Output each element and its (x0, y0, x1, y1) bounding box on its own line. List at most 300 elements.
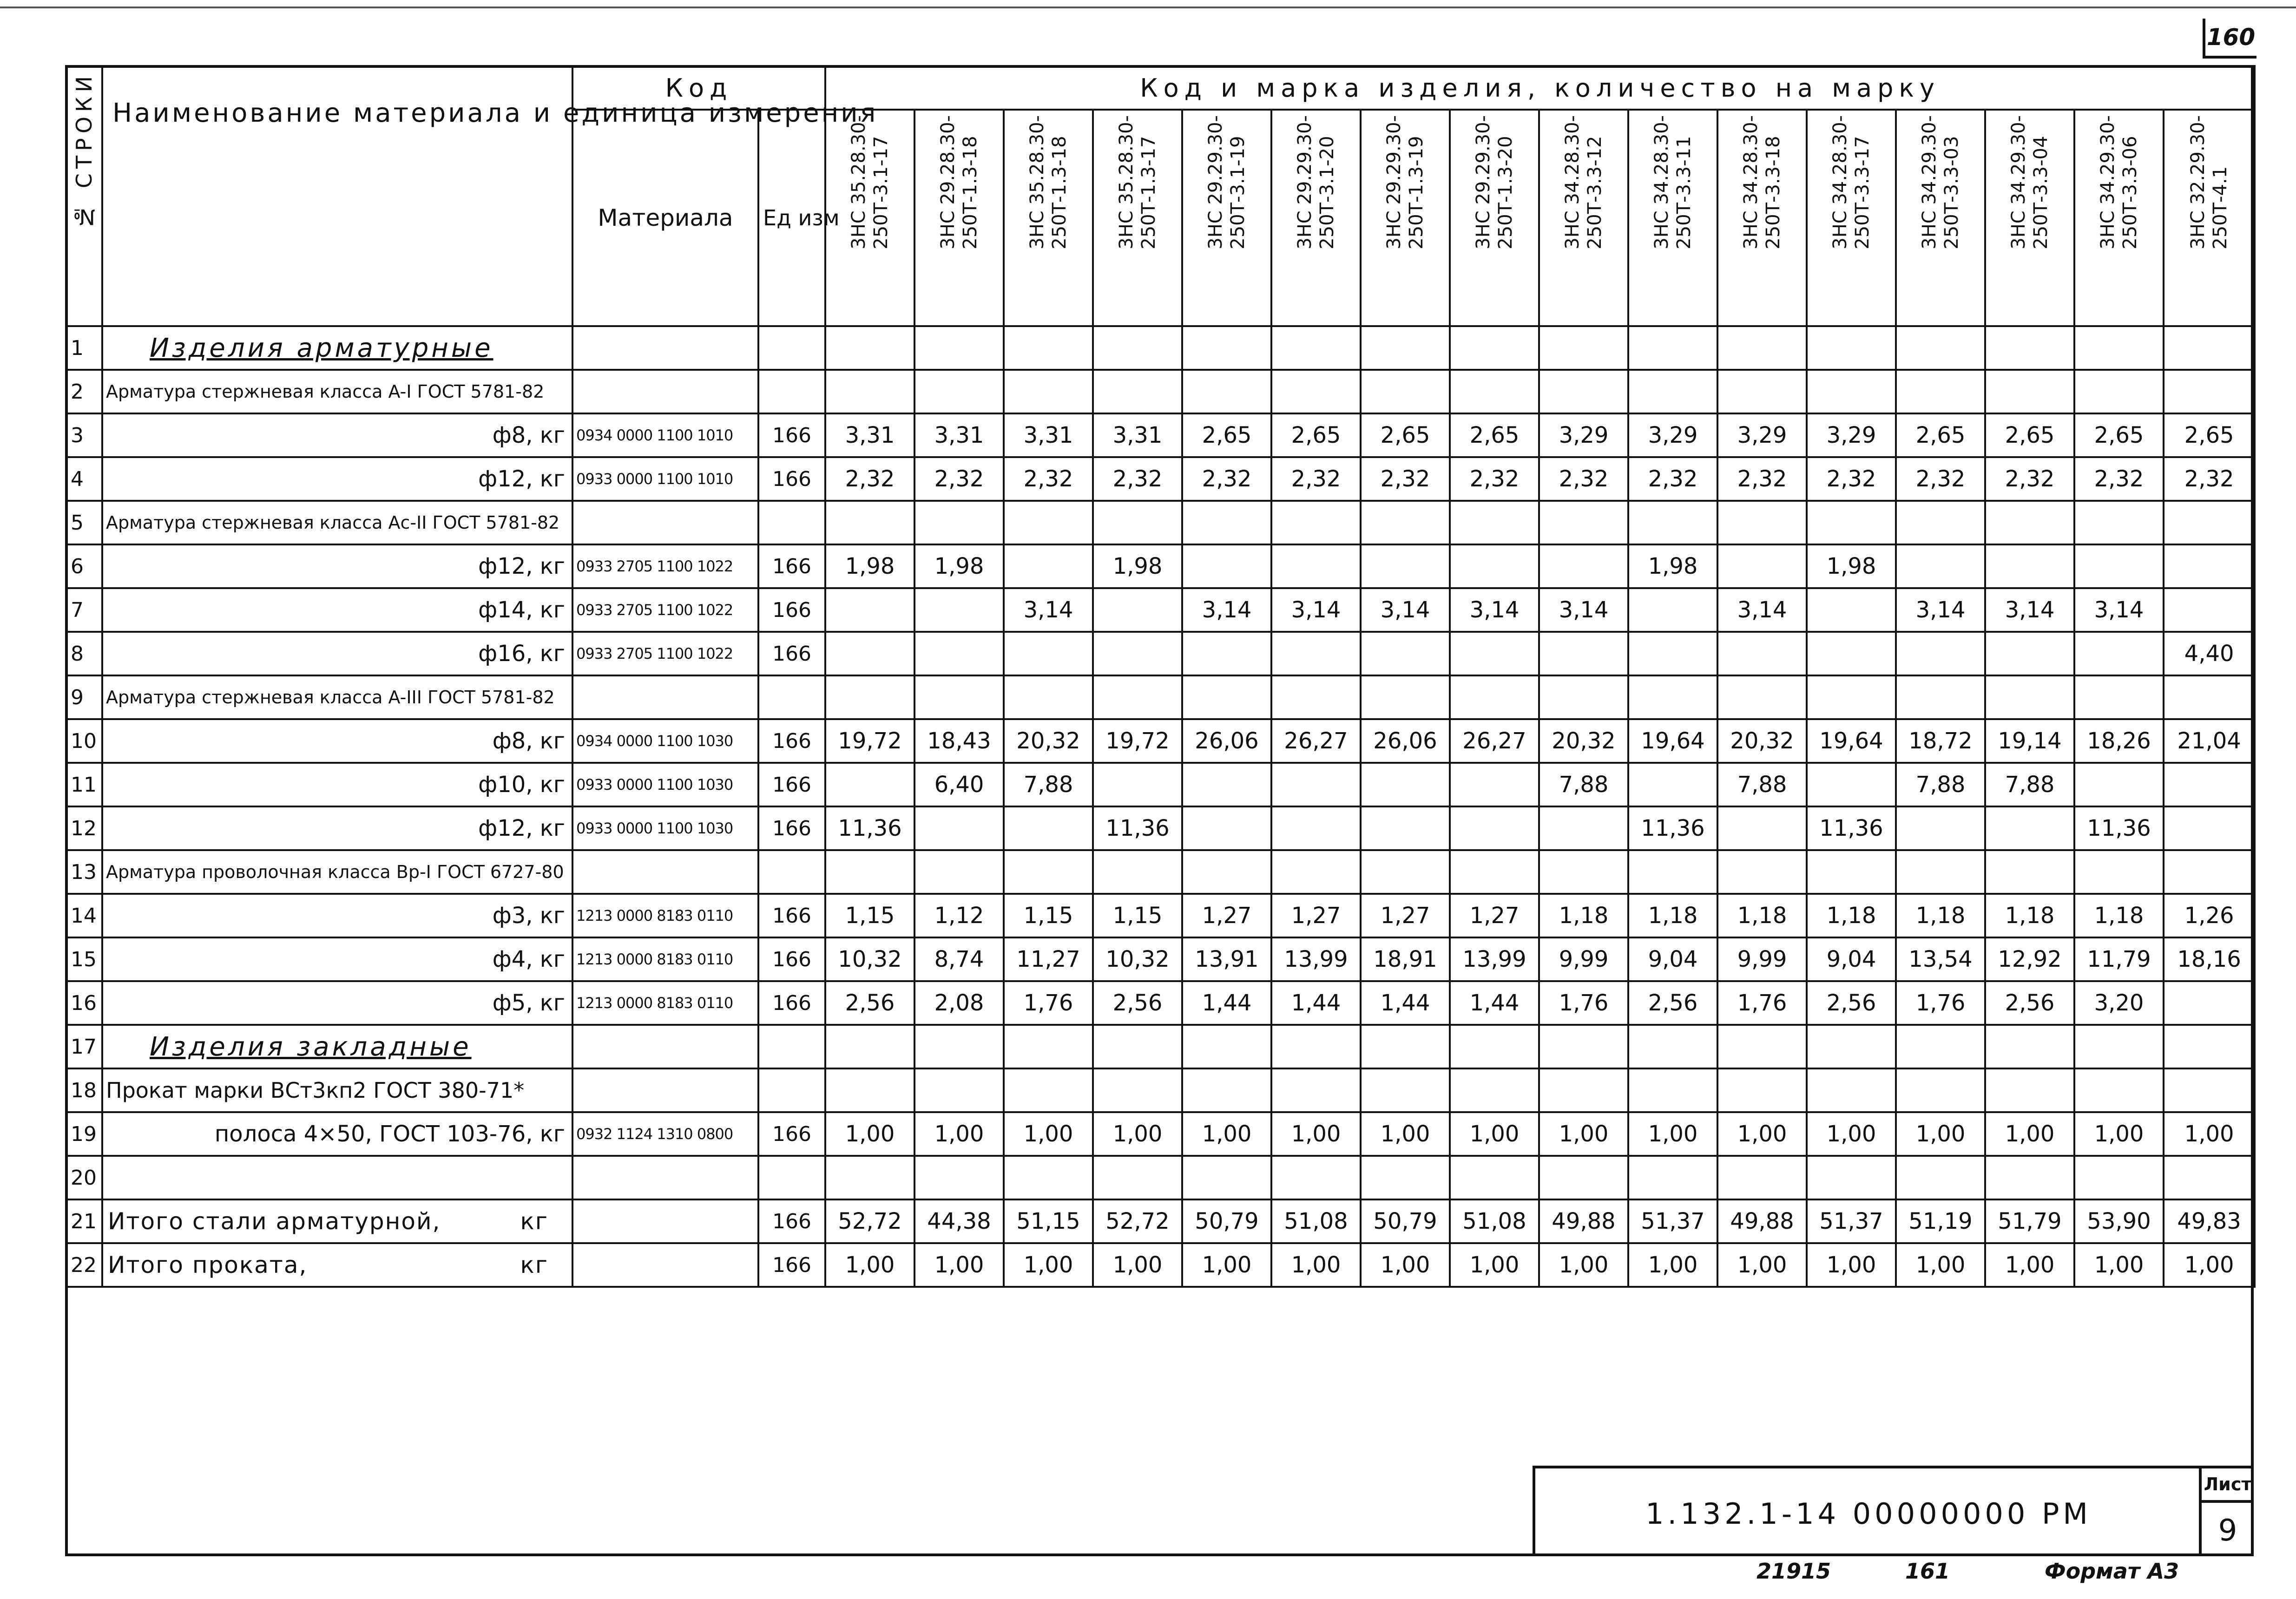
value-cell (1628, 588, 1717, 632)
value-cell (1004, 1068, 1093, 1112)
table-row (66, 1112, 2255, 1156)
value-cell (2164, 981, 2255, 1025)
value-cell (1361, 763, 1450, 806)
brand-header-2: 3НС 29.28.30- 250Т-1.3-18 (914, 110, 1004, 326)
value-cell (1539, 501, 1628, 544)
value-cell: 10,32 (825, 937, 914, 981)
value-cell (1093, 675, 1182, 719)
value-cell: 13,99 (1271, 937, 1361, 981)
value-cell: 11,79 (2074, 937, 2164, 981)
table-row (66, 1199, 2255, 1243)
row-number-header: № СТРОКИ (66, 66, 102, 326)
value-cell (2164, 1068, 2255, 1112)
unit-code (758, 326, 825, 370)
material-code (572, 1199, 758, 1243)
value-cell: 11,36 (1093, 806, 1182, 850)
row-number: 17 (66, 1025, 102, 1068)
value-cell (1717, 632, 1807, 675)
value-cell: 13,99 (1450, 937, 1539, 981)
table-row (66, 719, 2255, 763)
row-unit-label: кг (520, 1252, 548, 1278)
value-cell (1271, 1025, 1361, 1068)
value-cell (1361, 326, 1450, 370)
value-cell (1361, 806, 1450, 850)
value-cell (2074, 326, 2164, 370)
value-cell: 8,74 (914, 937, 1004, 981)
brand-header-7: 3НС 29.29.30- 250Т-1.3-19 (1361, 110, 1450, 326)
row-name: ф10, кг (102, 763, 572, 806)
value-cell: 11,36 (1807, 806, 1896, 850)
row-name: ф12, кг (102, 544, 572, 588)
row-number: 14 (66, 894, 102, 937)
value-cell: 11,36 (825, 806, 914, 850)
material-code (572, 326, 758, 370)
value-cell (2074, 632, 2164, 675)
value-cell (1985, 1025, 2074, 1068)
value-cell: 2,32 (1093, 457, 1182, 501)
value-cell: 3,31 (825, 413, 914, 457)
row-number: 5 (66, 501, 102, 544)
table-row (66, 763, 2255, 806)
value-cell (1093, 632, 1182, 675)
material-code: 1213 0000 8183 0110 (572, 981, 758, 1025)
value-cell: 3,14 (1450, 588, 1539, 632)
unit-code: 166 (758, 806, 825, 850)
value-cell (1182, 544, 1271, 588)
row-number: 12 (66, 806, 102, 850)
row-number: 2 (66, 370, 102, 413)
value-cell (825, 763, 914, 806)
value-cell: 11,36 (1628, 806, 1717, 850)
value-cell (1450, 501, 1539, 544)
row-name-text: Итого проката, (108, 1252, 308, 1278)
value-cell (1182, 1068, 1271, 1112)
value-cell (1539, 806, 1628, 850)
row-name: ф16, кг (102, 632, 572, 675)
unit-code (758, 1156, 825, 1199)
value-cell: 2,65 (2164, 413, 2255, 457)
value-cell: 1,44 (1361, 981, 1450, 1025)
value-cell: 49,88 (1539, 1199, 1628, 1243)
value-cell (914, 675, 1004, 719)
value-cell: 9,99 (1717, 937, 1807, 981)
value-cell (2164, 501, 2255, 544)
value-cell: 2,65 (1450, 413, 1539, 457)
table-row (66, 981, 2255, 1025)
value-cell: 6,40 (914, 763, 1004, 806)
value-cell: 1,00 (2164, 1112, 2255, 1156)
value-cell (1539, 1025, 1628, 1068)
value-cell (1628, 370, 1717, 413)
value-cell: 1,98 (1628, 544, 1717, 588)
table-row (66, 632, 2255, 675)
value-cell (1539, 1156, 1628, 1199)
value-cell: 26,06 (1361, 719, 1450, 763)
value-cell: 2,32 (1450, 457, 1539, 501)
value-cell: 51,19 (1896, 1199, 1985, 1243)
value-cell: 2,32 (1182, 457, 1271, 501)
sheet-box (2199, 1466, 2254, 1556)
value-cell: 18,43 (914, 719, 1004, 763)
brand-header-16: 3НС 32.29.30- 250Т-4.1 (2164, 110, 2255, 326)
material-code: 0933 2705 1100 1022 (572, 632, 758, 675)
value-cell (1807, 675, 1896, 719)
value-cell (1896, 501, 1985, 544)
value-cell (1450, 675, 1539, 719)
value-cell: 1,98 (1807, 544, 1896, 588)
value-cell: 2,32 (1628, 457, 1717, 501)
value-cell (1450, 632, 1539, 675)
value-cell (1628, 1156, 1717, 1199)
value-cell: 2,32 (1004, 457, 1093, 501)
value-cell (1004, 850, 1093, 894)
value-cell (2164, 1025, 2255, 1068)
value-cell (1361, 632, 1450, 675)
value-cell: 19,72 (825, 719, 914, 763)
unit-code: 166 (758, 588, 825, 632)
value-cell (1004, 675, 1093, 719)
value-cell (1271, 632, 1361, 675)
value-cell (1004, 544, 1093, 588)
value-cell (1093, 1156, 1182, 1199)
value-cell (1093, 588, 1182, 632)
value-cell: 49,83 (2164, 1199, 2255, 1243)
value-cell: 1,18 (1896, 894, 1985, 937)
row-number: 16 (66, 981, 102, 1025)
value-cell (1717, 544, 1807, 588)
value-cell (914, 326, 1004, 370)
value-cell: 2,32 (1985, 457, 2074, 501)
value-cell: 1,00 (1985, 1112, 2074, 1156)
value-cell: 51,08 (1271, 1199, 1361, 1243)
value-cell (1271, 806, 1361, 850)
value-cell (1093, 501, 1182, 544)
value-cell (1628, 1068, 1717, 1112)
top-rule (0, 7, 2296, 8)
value-cell (2164, 806, 2255, 850)
value-cell: 1,15 (825, 894, 914, 937)
value-cell (1182, 370, 1271, 413)
material-code: 0933 2705 1100 1022 (572, 544, 758, 588)
value-cell: 18,26 (2074, 719, 2164, 763)
value-cell: 2,32 (914, 457, 1004, 501)
value-cell (1985, 632, 2074, 675)
unit-code (758, 1068, 825, 1112)
value-cell (1004, 1025, 1093, 1068)
value-cell: 44,38 (914, 1199, 1004, 1243)
table-row (66, 1243, 2255, 1287)
row-name (102, 1156, 572, 1199)
value-cell: 1,00 (1985, 1243, 2074, 1287)
unit-code: 166 (758, 1199, 825, 1243)
unit-code (758, 1025, 825, 1068)
value-cell: 3,14 (1361, 588, 1450, 632)
material-code (572, 1025, 758, 1068)
value-cell (1717, 1156, 1807, 1199)
value-cell: 1,00 (1896, 1243, 1985, 1287)
value-cell: 1,98 (1093, 544, 1182, 588)
value-cell: 1,18 (1539, 894, 1628, 937)
value-cell: 50,79 (1182, 1199, 1271, 1243)
value-cell: 51,37 (1628, 1199, 1717, 1243)
value-cell (1807, 1068, 1896, 1112)
value-cell (1182, 806, 1271, 850)
row-name: Арматура стержневая класса Aс-II ГОСТ 5781-82 (102, 501, 572, 544)
value-cell (1985, 1156, 2074, 1199)
value-cell: 1,98 (825, 544, 914, 588)
value-cell (1271, 850, 1361, 894)
value-cell (1361, 1068, 1450, 1112)
value-cell (825, 850, 914, 894)
value-cell (1807, 850, 1896, 894)
value-cell (1450, 806, 1539, 850)
value-cell: 1,00 (1628, 1112, 1717, 1156)
material-code (572, 675, 758, 719)
unit-code: 166 (758, 719, 825, 763)
value-cell (1182, 675, 1271, 719)
value-cell (825, 675, 914, 719)
table-row (66, 588, 2255, 632)
unit-code (758, 675, 825, 719)
value-cell (1361, 850, 1450, 894)
value-cell (1896, 370, 1985, 413)
brand-header-15: 3НС 34.29.30- 250Т-3.3-06 (2074, 110, 2164, 326)
value-cell: 18,16 (2164, 937, 2255, 981)
value-cell: 2,56 (1985, 981, 2074, 1025)
value-cell (1182, 850, 1271, 894)
value-cell (1361, 544, 1450, 588)
value-cell (2074, 544, 2164, 588)
value-cell: 1,00 (1093, 1112, 1182, 1156)
value-cell: 26,27 (1271, 719, 1361, 763)
row-name: Арматура стержневая класса A-I ГОСТ 5781-82 (102, 370, 572, 413)
value-cell: 1,00 (1450, 1112, 1539, 1156)
value-cell: 13,91 (1182, 937, 1271, 981)
value-cell (825, 370, 914, 413)
value-cell (1896, 806, 1985, 850)
value-cell: 2,32 (825, 457, 914, 501)
value-cell (1896, 675, 1985, 719)
value-cell (825, 588, 914, 632)
value-cell (2074, 1068, 2164, 1112)
value-cell (2164, 544, 2255, 588)
value-cell (2164, 675, 2255, 719)
value-cell: 1,00 (1182, 1112, 1271, 1156)
value-cell: 1,00 (2074, 1243, 2164, 1287)
table-row (66, 894, 2255, 937)
value-cell (1182, 1156, 1271, 1199)
row-number: 19 (66, 1112, 102, 1156)
value-cell: 1,18 (1985, 894, 2074, 937)
value-cell (914, 632, 1004, 675)
value-cell (1985, 370, 2074, 413)
value-cell: 1,44 (1450, 981, 1539, 1025)
table-row (66, 675, 2255, 719)
table-row (66, 370, 2255, 413)
value-cell: 26,27 (1450, 719, 1539, 763)
value-cell: 1,00 (1361, 1243, 1450, 1287)
material-code: 0933 0000 1100 1030 (572, 806, 758, 850)
value-cell (1361, 1156, 1450, 1199)
value-cell: 1,00 (1271, 1243, 1361, 1287)
value-cell (1896, 1068, 1985, 1112)
table-row (66, 457, 2255, 501)
value-cell: 2,32 (1896, 457, 1985, 501)
row-name-text: Итого стали арматурной, (108, 1208, 441, 1235)
value-cell: 3,31 (914, 413, 1004, 457)
value-cell (1717, 806, 1807, 850)
value-cell (1985, 501, 2074, 544)
value-cell: 18,91 (1361, 937, 1450, 981)
table-row (66, 1025, 2255, 1068)
value-cell (914, 1156, 1004, 1199)
value-cell: 1,00 (1807, 1243, 1896, 1287)
bottom-notes (1757, 1559, 2268, 1591)
value-cell: 1,00 (914, 1243, 1004, 1287)
value-cell: 2,08 (914, 981, 1004, 1025)
unit-code: 166 (758, 544, 825, 588)
value-cell (1004, 501, 1093, 544)
value-cell: 1,00 (825, 1243, 914, 1287)
value-cell (1628, 326, 1717, 370)
value-cell: 1,18 (1628, 894, 1717, 937)
value-cell (1807, 326, 1896, 370)
copy-number: 161 (1905, 1559, 1950, 1584)
value-cell (1807, 501, 1896, 544)
value-cell (1093, 1068, 1182, 1112)
brand-header-4: 3НС 35.28.30- 250Т-1.3-17 (1093, 110, 1182, 326)
value-cell (1182, 763, 1271, 806)
value-cell: 1,18 (1717, 894, 1807, 937)
row-number: 3 (66, 413, 102, 457)
value-cell (1182, 632, 1271, 675)
value-cell: 51,79 (1985, 1199, 2074, 1243)
value-cell: 11,27 (1004, 937, 1093, 981)
value-cell: 1,44 (1182, 981, 1271, 1025)
format-label: Формат А3 (2045, 1559, 2179, 1584)
value-cell (1271, 501, 1361, 544)
value-cell (825, 1156, 914, 1199)
value-cell: 20,32 (1539, 719, 1628, 763)
row-name: ф5, кг (102, 981, 572, 1025)
value-cell (914, 501, 1004, 544)
value-cell: 2,32 (1271, 457, 1361, 501)
brand-header-8: 3НС 29.29.30- 250Т-1.3-20 (1450, 110, 1539, 326)
unit-code: 166 (758, 937, 825, 981)
value-cell: 3,14 (1896, 588, 1985, 632)
material-code (572, 850, 758, 894)
brand-header-11: 3НС 34.28.30- 250Т-3.3-18 (1717, 110, 1807, 326)
value-cell (1807, 370, 1896, 413)
value-cell (1182, 326, 1271, 370)
value-cell (1271, 1156, 1361, 1199)
value-cell: 7,88 (1985, 763, 2074, 806)
value-cell: 4,40 (2164, 632, 2255, 675)
value-cell: 50,79 (1361, 1199, 1450, 1243)
row-name: полоса 4×50, ГОСТ 103-76, кг (102, 1112, 572, 1156)
value-cell (1896, 326, 1985, 370)
row-name: ф14, кг (102, 588, 572, 632)
value-cell: 12,92 (1985, 937, 2074, 981)
value-cell: 3,31 (1093, 413, 1182, 457)
title-block-code: 1.132.1-14 00000000 РМ (1533, 1466, 2202, 1556)
value-cell: 1,18 (1807, 894, 1896, 937)
table-row (66, 1068, 2255, 1112)
value-cell (1093, 850, 1182, 894)
value-cell (1004, 632, 1093, 675)
value-cell: 1,00 (1361, 1112, 1450, 1156)
value-cell (825, 501, 914, 544)
row-number: 9 (66, 675, 102, 719)
material-code (572, 1156, 758, 1199)
value-cell (1361, 501, 1450, 544)
value-cell: 7,88 (1717, 763, 1807, 806)
brand-header-10: 3НС 34.28.30- 250Т-3.3-11 (1628, 110, 1717, 326)
value-cell (1807, 588, 1896, 632)
value-cell: 10,32 (1093, 937, 1182, 981)
value-cell: 51,37 (1807, 1199, 1896, 1243)
value-cell (1807, 1025, 1896, 1068)
material-code: 0934 0000 1100 1030 (572, 719, 758, 763)
value-cell: 3,29 (1807, 413, 1896, 457)
value-cell (1896, 544, 1985, 588)
value-cell: 51,08 (1450, 1199, 1539, 1243)
row-unit-label: кг (520, 1208, 548, 1235)
value-cell (1628, 763, 1717, 806)
value-cell (1450, 1025, 1539, 1068)
value-cell: 19,64 (1807, 719, 1896, 763)
unit-code: 166 (758, 1112, 825, 1156)
value-cell: 7,88 (1004, 763, 1093, 806)
row-name: Изделия закладные (102, 1025, 572, 1068)
material-code: 0933 2705 1100 1022 (572, 588, 758, 632)
unit-code: 166 (758, 457, 825, 501)
value-cell (2164, 763, 2255, 806)
value-cell (2164, 326, 2255, 370)
table-row (66, 806, 2255, 850)
value-cell (1717, 370, 1807, 413)
value-cell (1450, 1068, 1539, 1112)
unit-code (758, 850, 825, 894)
value-cell: 26,06 (1182, 719, 1271, 763)
material-code (572, 1068, 758, 1112)
value-cell (914, 1068, 1004, 1112)
value-cell (2164, 588, 2255, 632)
value-cell (1628, 632, 1717, 675)
value-cell (1628, 1025, 1717, 1068)
value-cell (2074, 1025, 2164, 1068)
value-cell (1539, 850, 1628, 894)
value-cell: 9,04 (1628, 937, 1717, 981)
value-cell (1182, 501, 1271, 544)
value-cell: 1,76 (1896, 981, 1985, 1025)
value-cell: 1,27 (1361, 894, 1450, 937)
unit-code: 166 (758, 763, 825, 806)
value-cell (1004, 370, 1093, 413)
value-cell: 2,32 (2164, 457, 2255, 501)
value-cell: 1,00 (825, 1112, 914, 1156)
value-cell: 51,15 (1004, 1199, 1093, 1243)
brand-header-14: 3НС 34.29.30- 250Т-3.3-04 (1985, 110, 2074, 326)
value-cell (2164, 850, 2255, 894)
value-cell: 3,29 (1717, 413, 1807, 457)
value-cell: 3,31 (1004, 413, 1093, 457)
value-cell (1361, 675, 1450, 719)
unit-code: 166 (758, 1243, 825, 1287)
value-cell: 3,29 (1628, 413, 1717, 457)
value-cell (1717, 675, 1807, 719)
unit-code: 166 (758, 981, 825, 1025)
